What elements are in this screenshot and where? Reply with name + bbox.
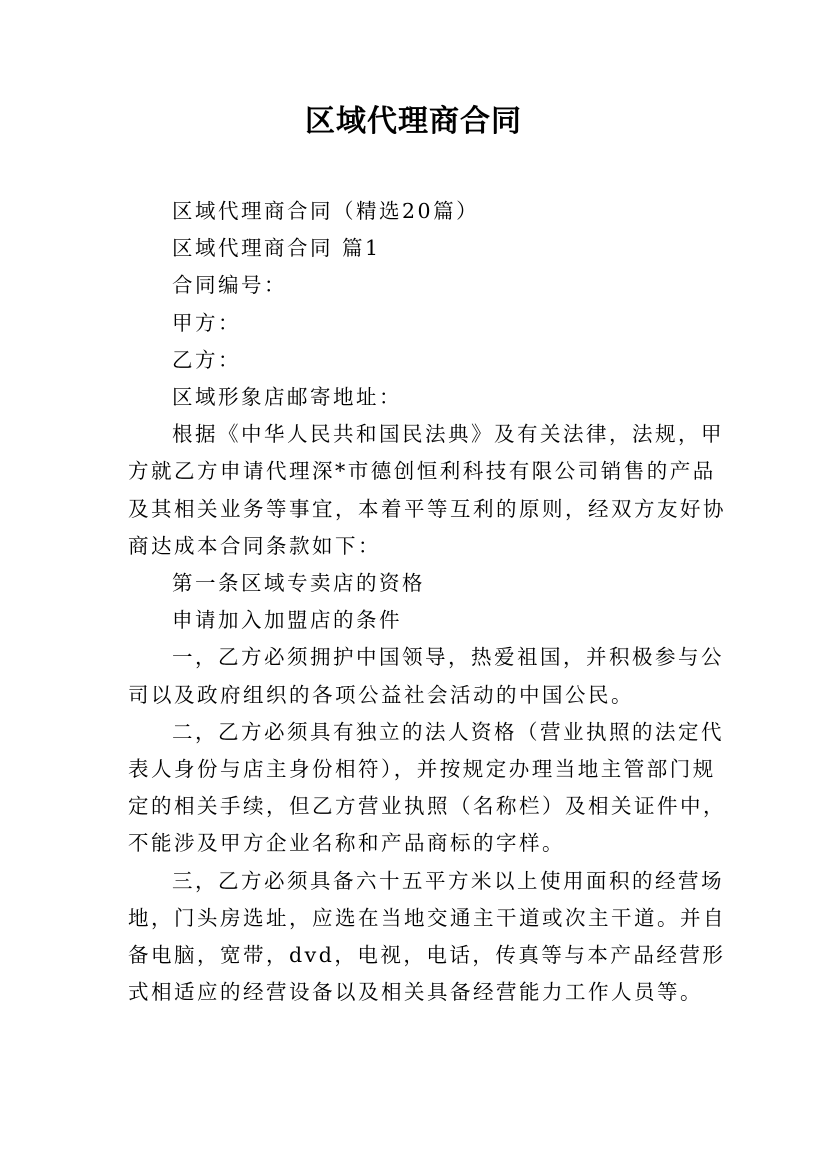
paragraph-line: 三，乙方必须具备六十五平方米以上使用面积的经营场 xyxy=(172,868,724,893)
paragraph-line: 不能涉及甲方企业名称和产品商标的字样。 xyxy=(128,831,565,856)
paragraph-line: 商达成本合同条款如下： xyxy=(128,533,381,558)
paragraph-line: 二，乙方必须具有独立的法人资格（营业执照的法定代 xyxy=(172,719,724,744)
paragraph-line: 式相适应的经营设备以及相关具备经营能力工作人员等。 xyxy=(128,980,703,1005)
paragraph-line: 司以及政府组织的各项公益社会活动的中国公民。 xyxy=(128,682,634,707)
paragraph-line: 方就乙方申请代理深*市德创恒利科技有限公司销售的产品 xyxy=(128,459,716,484)
section-heading: 第一条区域专卖店的资格 xyxy=(172,571,425,596)
text-line: 区域形象店邮寄地址： xyxy=(172,385,402,410)
paragraph-line: 备电脑，宽带，dvd，电视，电话，传真等与本产品经营形 xyxy=(128,943,726,968)
section-heading: 申请加入加盟店的条件 xyxy=(172,608,402,633)
paragraph-line: 定的相关手续，但乙方营业执照（名称栏）及相关证件中， xyxy=(128,794,726,819)
document-body xyxy=(128,193,726,1011)
text-line: 甲方： xyxy=(172,310,241,335)
paragraph-line: 根据《中华人民共和国民法典》及有关法律，法规，甲 xyxy=(172,422,724,447)
text-line: 区域代理商合同 篇1 xyxy=(172,236,381,261)
paragraph-line: 一，乙方必须拥护中国领导，热爱祖国，并积极参与公 xyxy=(172,645,724,670)
paragraph-line: 地，门头房选址，应选在当地交通主干道或次主干道。并自 xyxy=(128,905,726,930)
document-title: 区域代理商合同 xyxy=(305,104,522,139)
text-line: 合同编号： xyxy=(172,273,287,298)
paragraph-line: 表人身份与店主身份相符），并按规定办理当地主管部门规 xyxy=(128,757,716,782)
paragraph-line: 及其相关业务等事宜，本着平等互利的原则，经双方友好协 xyxy=(128,496,726,521)
text-line: 乙方： xyxy=(172,347,241,372)
text-line: 区域代理商合同（精选20篇） xyxy=(172,199,480,223)
